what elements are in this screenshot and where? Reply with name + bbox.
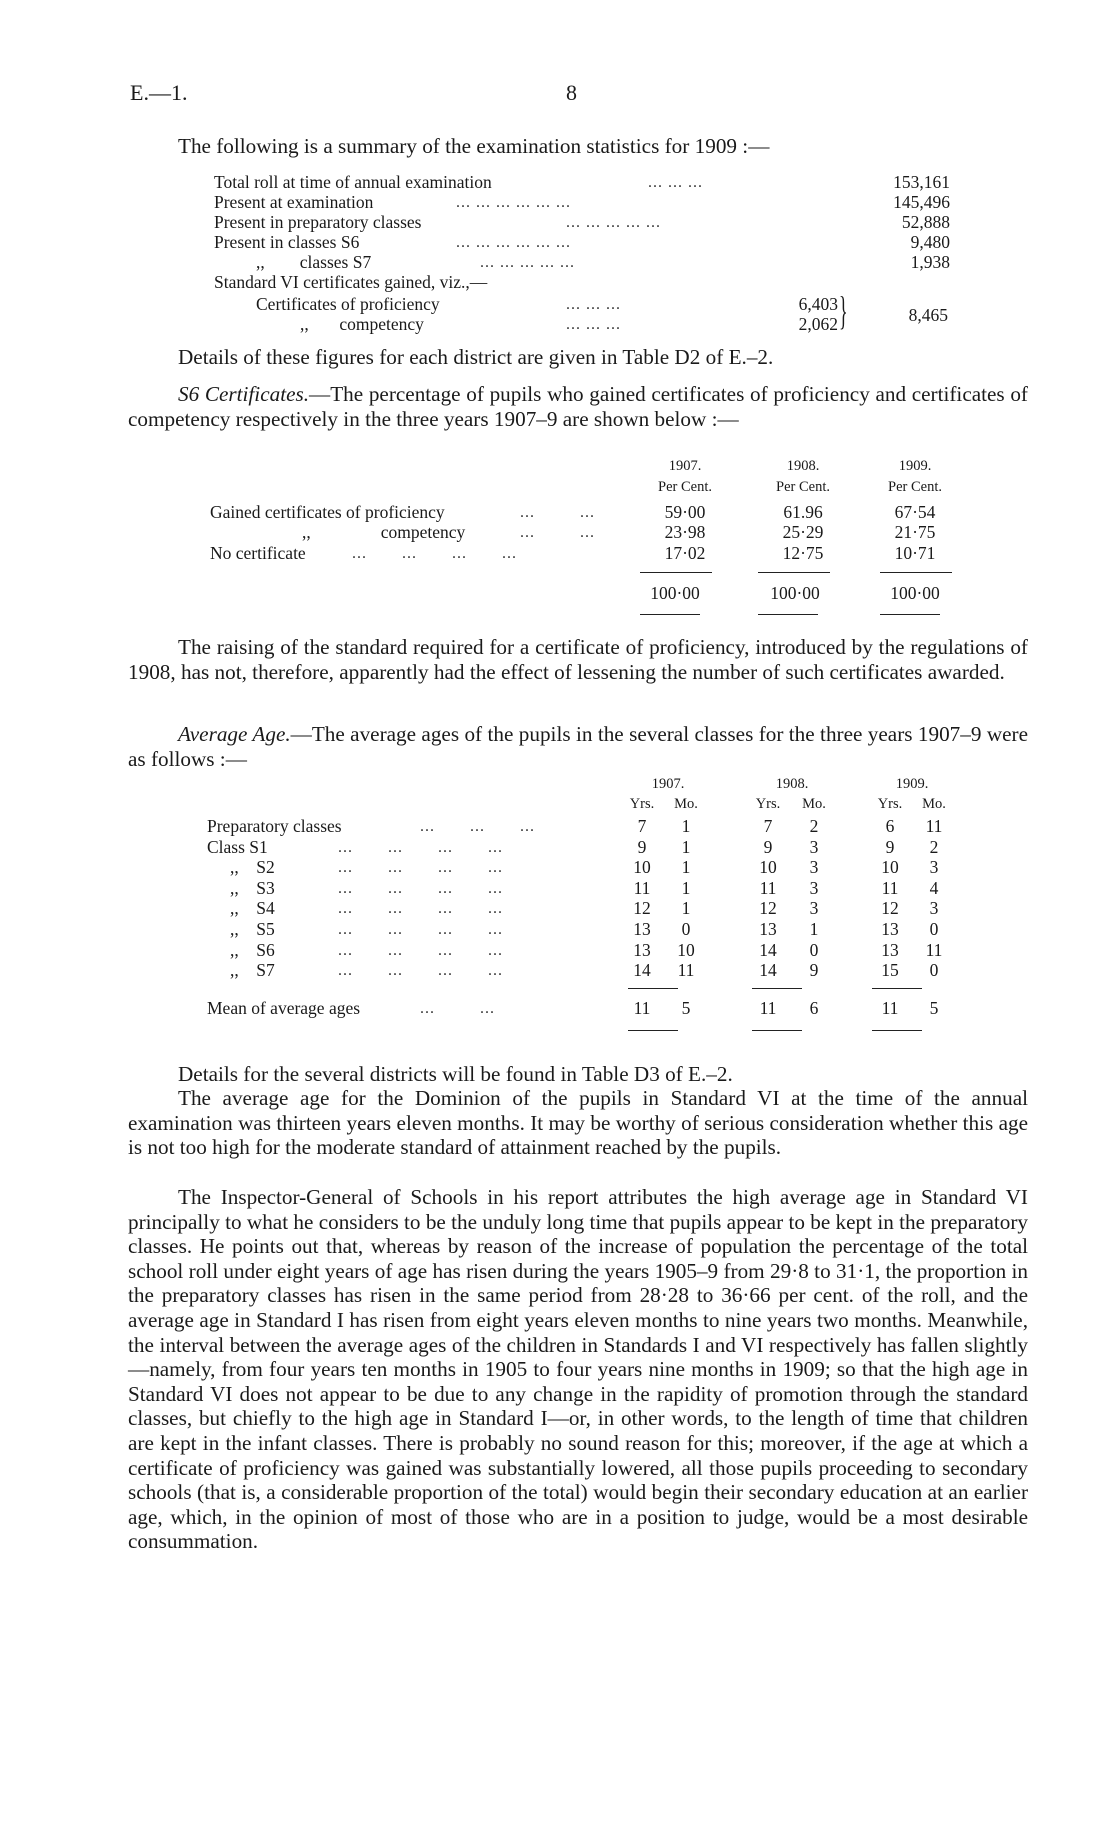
age-years: 13 — [881, 940, 899, 960]
age-years: 13 — [633, 940, 651, 960]
summary-value: 1,938 — [910, 252, 950, 272]
age-years: 11 — [633, 998, 651, 1018]
summary-label: ,, competency — [300, 314, 424, 334]
age-months: 1 — [681, 898, 691, 918]
year-header: 1907. — [651, 776, 685, 792]
summary-label: Present in classes S6 — [214, 232, 360, 252]
age-months: 0 — [929, 960, 939, 980]
age-row-label: Mean of average ages — [207, 998, 361, 1018]
year-header: 1908. — [786, 458, 820, 474]
summary-value: 153,161 — [893, 172, 950, 192]
age-years: 9 — [637, 837, 647, 857]
yrs-header: Yrs. — [877, 796, 903, 812]
age-years: 13 — [633, 919, 651, 939]
age-heading: Average Age. — [178, 722, 291, 746]
age-row-label: Class S1 — [207, 837, 268, 857]
year-header: 1908. — [775, 776, 809, 792]
rule — [752, 1030, 802, 1031]
age-months: 10 — [677, 940, 695, 960]
age-months: 3 — [809, 837, 819, 857]
age-years: 11 — [881, 878, 899, 898]
summary-value: 52,888 — [901, 212, 950, 232]
age-years: 14 — [633, 960, 651, 980]
year-header: 1909. — [895, 776, 929, 792]
s6-value: 67·54 — [894, 502, 936, 522]
age-months: 9 — [809, 960, 819, 980]
summary-value: 9,480 — [910, 232, 950, 252]
leader-dots: ... ... ... ... — [338, 900, 503, 917]
age-years: 11 — [881, 998, 899, 1018]
age-years: 11 — [759, 878, 777, 898]
summary-label: Present at examination — [214, 192, 374, 212]
rule — [872, 1030, 922, 1031]
unit-header: Per Cent. — [888, 479, 942, 495]
leader-dots: ... ... ... ... — [338, 962, 503, 979]
summary-value: 6,403 — [798, 294, 838, 314]
age-months: 4 — [929, 878, 939, 898]
age-row-label: ,, S3 — [230, 878, 275, 898]
average-age-paragraph: The average age for the Dominion of the pupils in Standard VI at the time of the annual examination was thirteen years eleven months. It may be worthy of serious consideration whether this age is not too high for the moderate standard of attainment reached by the pupils. — [128, 1086, 1028, 1160]
age-months: 3 — [809, 857, 819, 877]
age-years: 12 — [633, 898, 651, 918]
summary-intro: The following is a summary of the examination statistics for 1909 :— — [178, 134, 770, 158]
report-reference: E.—1. — [130, 80, 188, 105]
leader-dots: ... ... ... ... — [338, 921, 503, 938]
age-years: 11 — [759, 998, 777, 1018]
s6-row-label: Gained certificates of proficiency — [210, 502, 445, 522]
age-years: 13 — [881, 919, 899, 939]
s6-text: —The percentage of pupils who gained certificates of proficiency and certificates of competency respectively in the three years 1907–9 are shown below :— — [128, 382, 1028, 431]
age-paragraph — [128, 722, 1028, 771]
age-months: 6 — [809, 998, 819, 1018]
age-row-label: ,, S7 — [230, 960, 275, 980]
rule — [880, 614, 940, 615]
leader-dots: ... ... — [520, 504, 595, 521]
leader-dots: ... ... ... ... — [352, 545, 517, 562]
s6-total: 100·00 — [890, 583, 940, 603]
rule — [628, 1030, 678, 1031]
age-years: 10 — [633, 857, 651, 877]
summary-label: Total roll at time of annual examination — [214, 172, 492, 192]
rule — [640, 572, 712, 573]
summary-total: 8,465 — [908, 305, 948, 325]
age-months: 11 — [925, 940, 943, 960]
age-months: 0 — [929, 919, 939, 939]
s6-paragraph — [128, 382, 1028, 431]
age-months: 1 — [681, 837, 691, 857]
leader-dots: ... ... ... ... ... — [480, 254, 575, 271]
summary-label: ,, classes S7 — [256, 252, 372, 272]
age-months: 3 — [929, 898, 939, 918]
age-years: 12 — [881, 898, 899, 918]
age-months: 5 — [681, 998, 691, 1018]
leader-dots: ... ... ... ... ... ... — [456, 194, 571, 211]
age-months: 1 — [809, 919, 819, 939]
s6-value: 12·75 — [782, 543, 824, 563]
s6-value: 25·29 — [782, 522, 824, 542]
leader-dots: ... ... — [520, 524, 595, 541]
summary-label: Standard VI certificates gained, viz.,— — [214, 272, 488, 292]
s6-heading: S6 Certificates. — [178, 382, 310, 406]
raising-paragraph: The raising of the standard required for a certificate of proficiency, introduced by the regulations of 1908, has not, therefore, apparently had the effect of lessening the number of such certificates awarded. — [128, 635, 1028, 684]
age-months: 0 — [809, 940, 819, 960]
summary-label: Present in preparatory classes — [214, 212, 422, 232]
mo-header: Mo. — [674, 796, 698, 812]
age-months: 3 — [809, 878, 819, 898]
age-years: 7 — [637, 816, 647, 836]
rule — [758, 614, 818, 615]
mo-header: Mo. — [922, 796, 946, 812]
inspector-paragraph: The Inspector-General of Schools in his report attributes the high average age in Standard VI principally to what he considers to be the unduly long time that pupils appear to be kept in the preparatory classes. He points out that, whereas by reason of the increase of population the percentage of the total school roll under eight years of age has risen during the years 1905–9 from 29·8 to 31·1, the proportion in the preparatory classes has risen in the same period from 28·28 to 36·66 per cent. of the roll, and the average age in Standard I has risen from eight years eleven months to nine years two months. Meanwhile, the interval between the average ages of the children in Standards I and VI respectively has fallen slightly—namely, from four years ten months in 1905 to four years nine months in 1909; so that the high age in Standard VI does not appear to be due to any change in the rapidity of promotion through the standard classes, but chiefly to the high age in Standard I—or, in other words, to the length of time that children are kept in the infant classes. There is probably no sound reason for this; moreover, if the age at which a certificate of proficiency was gained was substantially lowered, all those pupils proceeding to secondary schools (that is, a considerable proportion of the total) would begin their secondary education at an earlier age, which, in the opinion of most of those who are in a position to judge, would be a most desirable consummation. — [128, 1185, 1028, 1554]
s6-value: 10·71 — [894, 543, 936, 563]
age-years: 6 — [885, 816, 895, 836]
leader-dots: ... ... ... ... — [338, 839, 503, 856]
age-months: 2 — [929, 837, 939, 857]
leader-dots: ... ... ... ... ... — [566, 214, 661, 231]
page-number: 8 — [566, 80, 577, 105]
age-years: 10 — [759, 857, 777, 877]
age-months: 3 — [809, 898, 819, 918]
leader-dots: ... ... ... — [566, 316, 621, 333]
rule — [752, 988, 802, 989]
age-months: 0 — [681, 919, 691, 939]
rule — [758, 572, 830, 573]
s6-value: 17·02 — [664, 543, 706, 563]
unit-header: Per Cent. — [658, 479, 712, 495]
age-months: 1 — [681, 816, 691, 836]
summary-value: 2,062 — [798, 314, 838, 334]
summary-value: 145,496 — [893, 192, 950, 212]
leader-dots: ... ... ... — [648, 174, 703, 191]
leader-dots: ... ... ... — [420, 818, 535, 835]
leader-dots: ... ... ... ... ... ... — [456, 234, 571, 251]
age-row-label: Preparatory classes — [207, 816, 342, 836]
summary-label: Certificates of proficiency — [256, 294, 440, 314]
age-years: 10 — [881, 857, 899, 877]
age-years: 13 — [759, 919, 777, 939]
age-months: 11 — [677, 960, 695, 980]
age-row-label: ,, S6 — [230, 940, 275, 960]
rule — [872, 988, 922, 989]
details-paragraph-2: Details for the several districts will be found in Table D3 of E.–2. — [178, 1062, 733, 1086]
leader-dots: ... ... — [420, 1000, 495, 1017]
s6-value: 61.96 — [783, 502, 823, 522]
s6-value: 59·00 — [664, 502, 706, 522]
age-months: 11 — [925, 816, 943, 836]
age-row-label: ,, S2 — [230, 857, 275, 877]
age-text: —The average ages of the pupils in the several classes for the three years 1907–9 were as follows :— — [128, 722, 1028, 771]
age-months: 3 — [929, 857, 939, 877]
leader-dots: ... ... ... ... — [338, 859, 503, 876]
rule — [640, 614, 700, 615]
brace: } — [839, 288, 848, 333]
year-header: 1907. — [668, 458, 702, 474]
rule — [880, 572, 952, 573]
age-row-label: ,, S4 — [230, 898, 275, 918]
age-months: 2 — [809, 816, 819, 836]
s6-row-label: ,, competency — [302, 522, 466, 542]
s6-value: 23·98 — [664, 522, 706, 542]
leader-dots: ... ... ... — [566, 296, 621, 313]
age-years: 11 — [633, 878, 651, 898]
age-months: 1 — [681, 878, 691, 898]
yrs-header: Yrs. — [755, 796, 781, 812]
age-years: 7 — [763, 816, 773, 836]
s6-total: 100·00 — [770, 583, 820, 603]
age-months: 5 — [929, 998, 939, 1018]
age-months: 1 — [681, 857, 691, 877]
details-paragraph-1: Details of these figures for each district are given in Table D2 of E.–2. — [178, 345, 774, 369]
age-years: 9 — [763, 837, 773, 857]
leader-dots: ... ... ... ... — [338, 942, 503, 959]
age-row-label: ,, S5 — [230, 919, 275, 939]
age-years: 14 — [759, 940, 777, 960]
rule — [628, 988, 678, 989]
s6-value: 21·75 — [894, 522, 936, 542]
age-years: 9 — [885, 837, 895, 857]
s6-total: 100·00 — [650, 583, 700, 603]
yrs-header: Yrs. — [629, 796, 655, 812]
age-years: 15 — [881, 960, 899, 980]
s6-row-label: No certificate — [210, 543, 306, 563]
age-years: 12 — [759, 898, 777, 918]
unit-header: Per Cent. — [776, 479, 830, 495]
mo-header: Mo. — [802, 796, 826, 812]
age-years: 14 — [759, 960, 777, 980]
leader-dots: ... ... ... ... — [338, 880, 503, 897]
year-header: 1909. — [898, 458, 932, 474]
